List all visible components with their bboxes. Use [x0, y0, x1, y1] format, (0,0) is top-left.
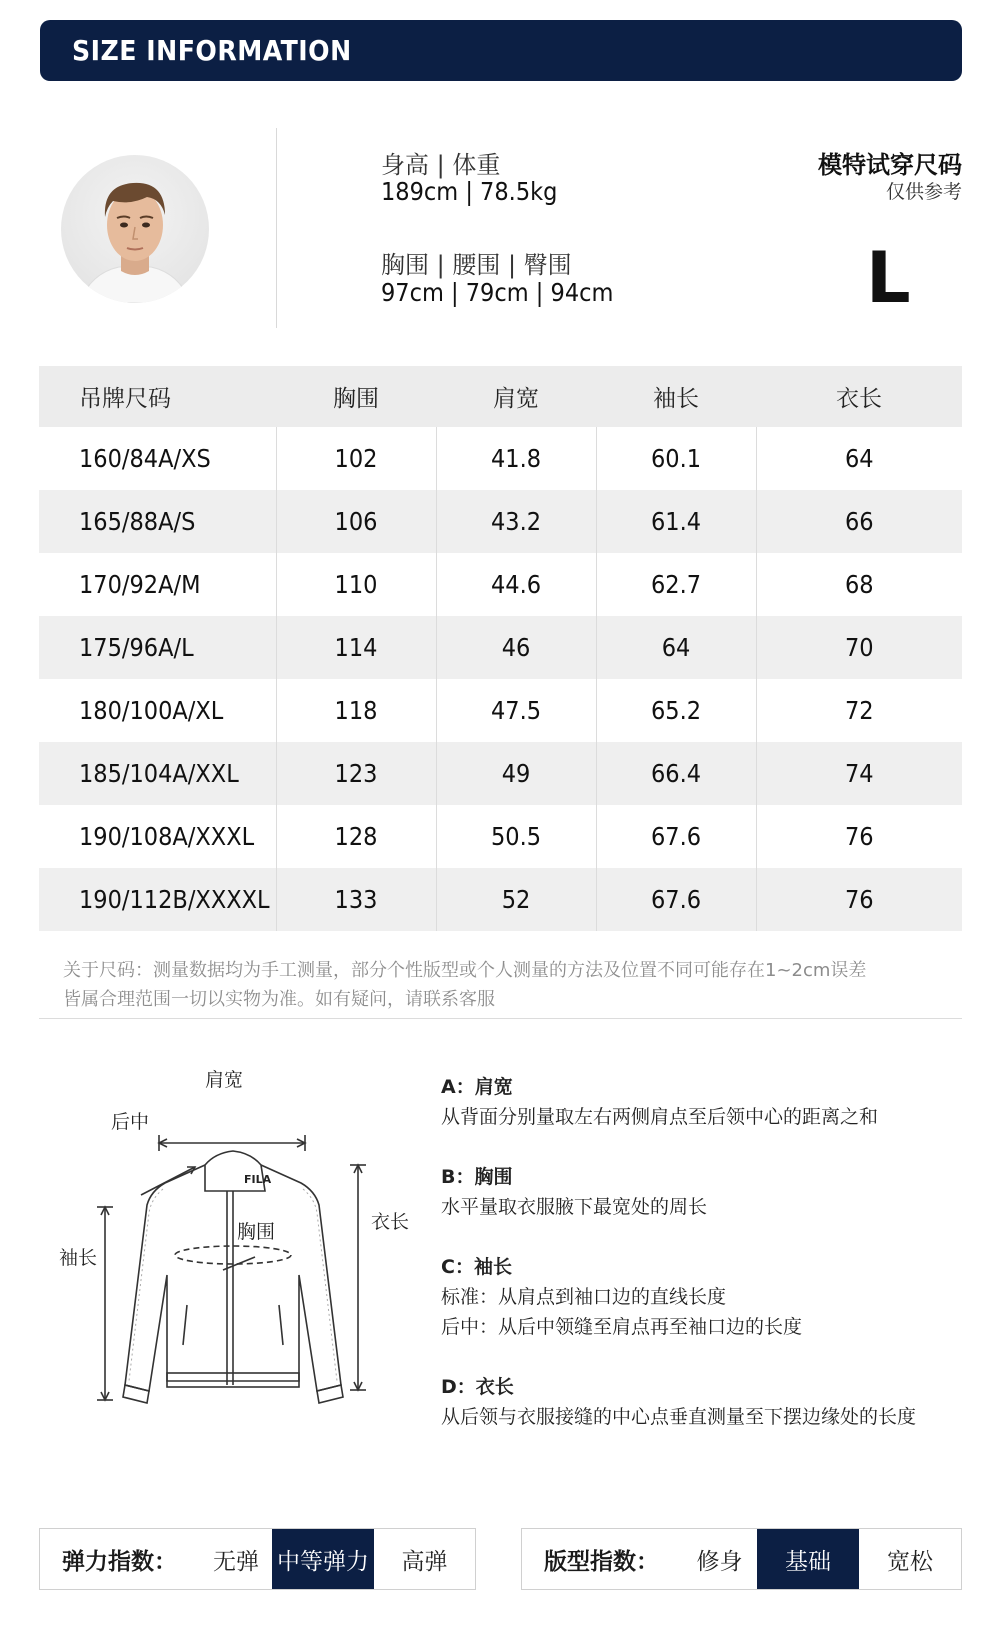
definition-text: 后中：从后中领缝至肩点再至袖口边的长度: [441, 1316, 803, 1338]
label-chest: 胸围: [237, 1221, 276, 1243]
table-row: [39, 490, 962, 553]
cell-shoulder: 47.5: [436, 679, 596, 742]
cell-sleeve: 61.4: [596, 490, 756, 553]
height-weight-label: 身高 | 体重: [381, 151, 501, 179]
cell-chest: 123: [276, 742, 436, 805]
cell-size: 185/104A/XXL: [39, 742, 276, 805]
cell-shoulder: 50.5: [436, 805, 596, 868]
fit-option-regular: 基础: [757, 1529, 859, 1589]
cell-size: 170/92A/M: [79, 570, 201, 599]
label-sleeve: 袖长: [59, 1247, 98, 1269]
definition-text: 标准：从肩点到袖口边的直线长度: [441, 1286, 727, 1308]
cell-length: 70: [756, 616, 962, 679]
cell-chest: 128: [276, 805, 436, 868]
measurements-label: 胸围 | 腰围 | 臀围: [381, 251, 572, 279]
model-divider: [276, 128, 277, 328]
elasticity-option-high: 高弹: [401, 1548, 448, 1575]
cell-shoulder: 46: [436, 616, 596, 679]
size-note-line-1: 关于尺码：测量数据均为手工测量，部分个性版型或个人测量的方法及位置不同可能存在1~2cm误差: [63, 960, 867, 981]
height-weight-value: 189cm | 78.5kg: [381, 177, 558, 206]
label-length: 衣长: [371, 1211, 410, 1233]
table-header-row: [39, 366, 962, 427]
measurements-value: 97cm | 79cm | 94cm: [381, 278, 614, 307]
definition-shoulder: [441, 1072, 878, 1132]
cell-sleeve: 66.4: [596, 742, 756, 805]
cell-sleeve: 67.6: [596, 868, 756, 931]
fila-logo: FILA: [244, 1173, 272, 1186]
cell-length: 66: [756, 490, 962, 553]
cell-chest: 133: [276, 868, 436, 931]
cell-chest: 114: [276, 616, 436, 679]
model-portrait-icon: [61, 155, 209, 303]
cell-sleeve: 67.6: [596, 805, 756, 868]
fit-title: 模特试穿尺码: [818, 151, 962, 179]
col-header-chest: 胸围: [276, 366, 436, 427]
jacket-diagram-icon: [55, 1095, 425, 1425]
cell-shoulder: 41.8: [436, 427, 596, 490]
cell-shoulder: 43.2: [436, 490, 596, 553]
col-header-shoulder: 肩宽: [436, 366, 596, 427]
definition-length: [441, 1372, 916, 1432]
cell-length: 74: [756, 742, 962, 805]
table-row: [39, 427, 962, 490]
definition-title: C：袖长: [441, 1256, 512, 1278]
cell-length: 76: [756, 805, 962, 868]
table-row: [39, 616, 962, 679]
table-row: [39, 553, 962, 616]
cell-chest: 106: [276, 490, 436, 553]
cell-size: 190/112B/XXXXL: [39, 868, 276, 931]
cell-length: 76: [756, 868, 962, 931]
cell-chest: 102: [276, 427, 436, 490]
note-divider: [39, 1018, 962, 1019]
definition-title: B：胸围: [441, 1166, 513, 1188]
cell-sleeve: 65.2: [596, 679, 756, 742]
definition-title: D：衣长: [441, 1376, 514, 1398]
elasticity-option-none: 无弹: [213, 1548, 259, 1575]
col-header-sleeve: 袖长: [596, 366, 756, 427]
cell-length: 68: [756, 553, 962, 616]
cell-size: 180/100A/XL: [79, 696, 224, 725]
fit-subtitle: 仅供参考: [885, 181, 962, 203]
model-avatar: [61, 155, 209, 303]
elasticity-label: 弹力指数：: [62, 1548, 177, 1575]
definition-text: 水平量取衣服腋下最宽处的周长: [441, 1196, 708, 1218]
definition-title: A：肩宽: [441, 1076, 513, 1098]
cell-shoulder: 44.6: [436, 553, 596, 616]
fit-index-label: 版型指数：: [544, 1548, 659, 1575]
table-row: [39, 679, 962, 742]
label-shoulder: 肩宽: [205, 1069, 244, 1091]
cell-chest: 118: [276, 679, 436, 742]
cell-size: 190/108A/XXXL: [79, 822, 255, 851]
col-header-length: 衣长: [756, 366, 962, 427]
cell-sleeve: 60.1: [596, 427, 756, 490]
size-table: [39, 366, 962, 931]
table-row: [39, 742, 962, 805]
elasticity-index: [39, 1528, 476, 1590]
definition-text: 从背面分别量取左右两侧肩点至后领中心的距离之和: [441, 1106, 879, 1128]
size-note: [63, 956, 963, 1014]
fit-option-loose: 宽松: [887, 1548, 933, 1575]
definition-chest: [441, 1162, 707, 1222]
cell-sleeve: 62.7: [596, 553, 756, 616]
size-note-line-2: 皆属合理范围一切以实物为准。如有疑问，请联系客服: [63, 989, 495, 1010]
cell-sleeve: 64: [596, 616, 756, 679]
fit-option-slim: 修身: [696, 1548, 743, 1575]
table-row: [39, 805, 962, 868]
cell-chest: 110: [276, 553, 436, 616]
elasticity-option-medium: 中等弹力: [272, 1529, 374, 1589]
cell-size: 160/84A/XS: [79, 444, 211, 473]
header-bar: [40, 20, 962, 81]
fit-size: L: [866, 237, 911, 319]
cell-length: 64: [756, 427, 962, 490]
cell-size: 175/96A/L: [39, 616, 276, 679]
cell-shoulder: 49: [436, 742, 596, 805]
measurement-diagram: [55, 1069, 425, 1425]
definition-text: 从后领与衣服接缝的中心点垂直测量至下摆边缘处的长度: [441, 1406, 917, 1428]
definition-sleeve: [441, 1252, 802, 1342]
label-back-center: 后中: [111, 1111, 150, 1133]
fit-index: [521, 1528, 962, 1590]
page-title: SIZE INFORMATION: [72, 34, 352, 67]
col-header-tag-size: 吊牌尺码: [39, 366, 276, 427]
cell-size: 165/88A/S: [39, 490, 276, 553]
cell-shoulder: 52: [436, 868, 596, 931]
cell-length: 72: [756, 679, 962, 742]
table-row: [39, 868, 962, 931]
